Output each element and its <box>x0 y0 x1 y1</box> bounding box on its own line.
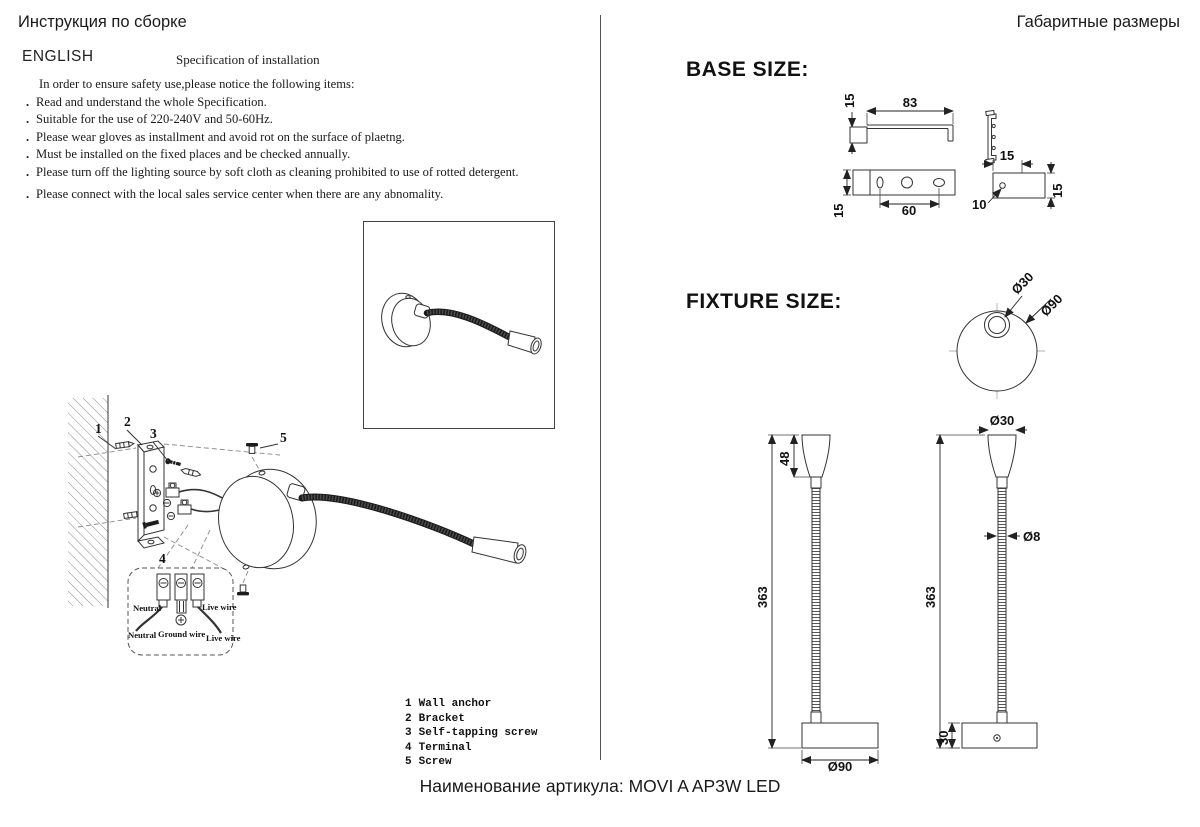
side-view-b <box>923 413 1040 748</box>
list-item: . Please turn off the lighting source by soft cloth as cleaning prohibited to use of rotted detergent. <box>26 164 519 179</box>
dim-60: 60 <box>901 203 917 218</box>
dim-15-end-side: 15 <box>1050 183 1065 198</box>
bracket-side-view <box>842 94 953 154</box>
wire-label-live-top: Live wire <box>202 602 237 612</box>
fixture-size-heading: FIXTURE SIZE: <box>686 290 842 313</box>
anchor-small <box>181 468 202 478</box>
language-heading: ENGLISH <box>22 48 94 65</box>
dim-15-side: 15 <box>842 93 857 108</box>
article-name: Наименование артикула: MOVI A AP3W LED <box>419 776 781 796</box>
page-title: Инструкция по сборке <box>18 13 187 31</box>
lamp-base <box>210 461 325 577</box>
dim-15-end-top: 15 <box>999 148 1015 163</box>
fixture-front-view <box>925 269 1095 415</box>
dim-front-inner: Ø30 <box>1008 269 1037 298</box>
wire-label-neutral-bottom: Neutral <box>128 630 157 640</box>
dim-b-height: 363 <box>923 586 938 608</box>
callout-2: 2 <box>124 414 131 429</box>
part-row: 4 Terminal <box>405 741 472 754</box>
dim-83: 83 <box>902 95 918 110</box>
dim-b-base: 30 <box>936 730 951 745</box>
dim-b-arm: Ø8 <box>1023 529 1041 544</box>
dim-b-top: Ø30 <box>989 413 1015 428</box>
bracket-top-view <box>831 170 955 218</box>
dim-10: 10 <box>972 197 987 212</box>
flexible-arm <box>286 483 528 565</box>
part-row: 5 Screw <box>405 756 452 769</box>
dim-a-base: Ø90 <box>827 759 853 774</box>
exploded-assembly-view <box>40 395 560 695</box>
part-row: 1 Wall anchor <box>405 698 492 710</box>
wire-label-ground-bottom: Ground wire <box>158 629 206 639</box>
list-item: . Must be installed on the fixed places and be checked annually. <box>26 147 351 162</box>
intro-line: In order to ensure safety use,please notice the following items: <box>39 77 355 91</box>
fixture-side-views <box>715 412 1095 772</box>
dim-front-outer: Ø90 <box>1037 291 1066 320</box>
dimensions-title: Габаритные размеры <box>1016 13 1180 31</box>
bracket-hole-detail <box>972 148 1065 212</box>
wall <box>68 395 108 608</box>
list-item: . Read and understand the whole Specification. <box>26 94 267 109</box>
self-tapping-screw <box>165 458 182 468</box>
wire-label-live-bottom: Live wire <box>206 633 241 643</box>
side-view-a <box>755 435 878 774</box>
parts-list <box>405 697 537 770</box>
dim-15-top-view: 15 <box>831 203 846 218</box>
wall-anchor <box>116 441 135 448</box>
terminal-detail-box <box>128 568 241 655</box>
callout-1: 1 <box>95 421 102 436</box>
wire-label-neutral-top: Neutral <box>133 603 162 613</box>
spec-heading: Specification of installation <box>176 52 320 67</box>
callout-3: 3 <box>150 426 157 441</box>
list-item: . Suitable for the use of 220-240V and 50-60Hz. <box>26 112 273 127</box>
callout-4: 4 <box>159 551 166 566</box>
callout-5: 5 <box>280 430 287 445</box>
dim-a-height: 363 <box>755 586 770 608</box>
base-size-drawing <box>830 78 1100 228</box>
screw-bottom <box>237 585 249 595</box>
list-item: . Please connect with the local sales service center when there are any abnomality. <box>26 186 444 201</box>
list-item: . Please wear gloves as installment and avoid rot on the surface of plaetng. <box>26 129 405 144</box>
bracket-end-view <box>986 110 996 163</box>
dim-a-head: 48 <box>777 451 792 466</box>
base-size-heading: BASE SIZE: <box>686 58 809 81</box>
safety-instructions <box>26 76 601 203</box>
part-row: 2 Bracket <box>405 712 465 725</box>
part-row: 3 Self-tapping screw <box>405 727 538 740</box>
